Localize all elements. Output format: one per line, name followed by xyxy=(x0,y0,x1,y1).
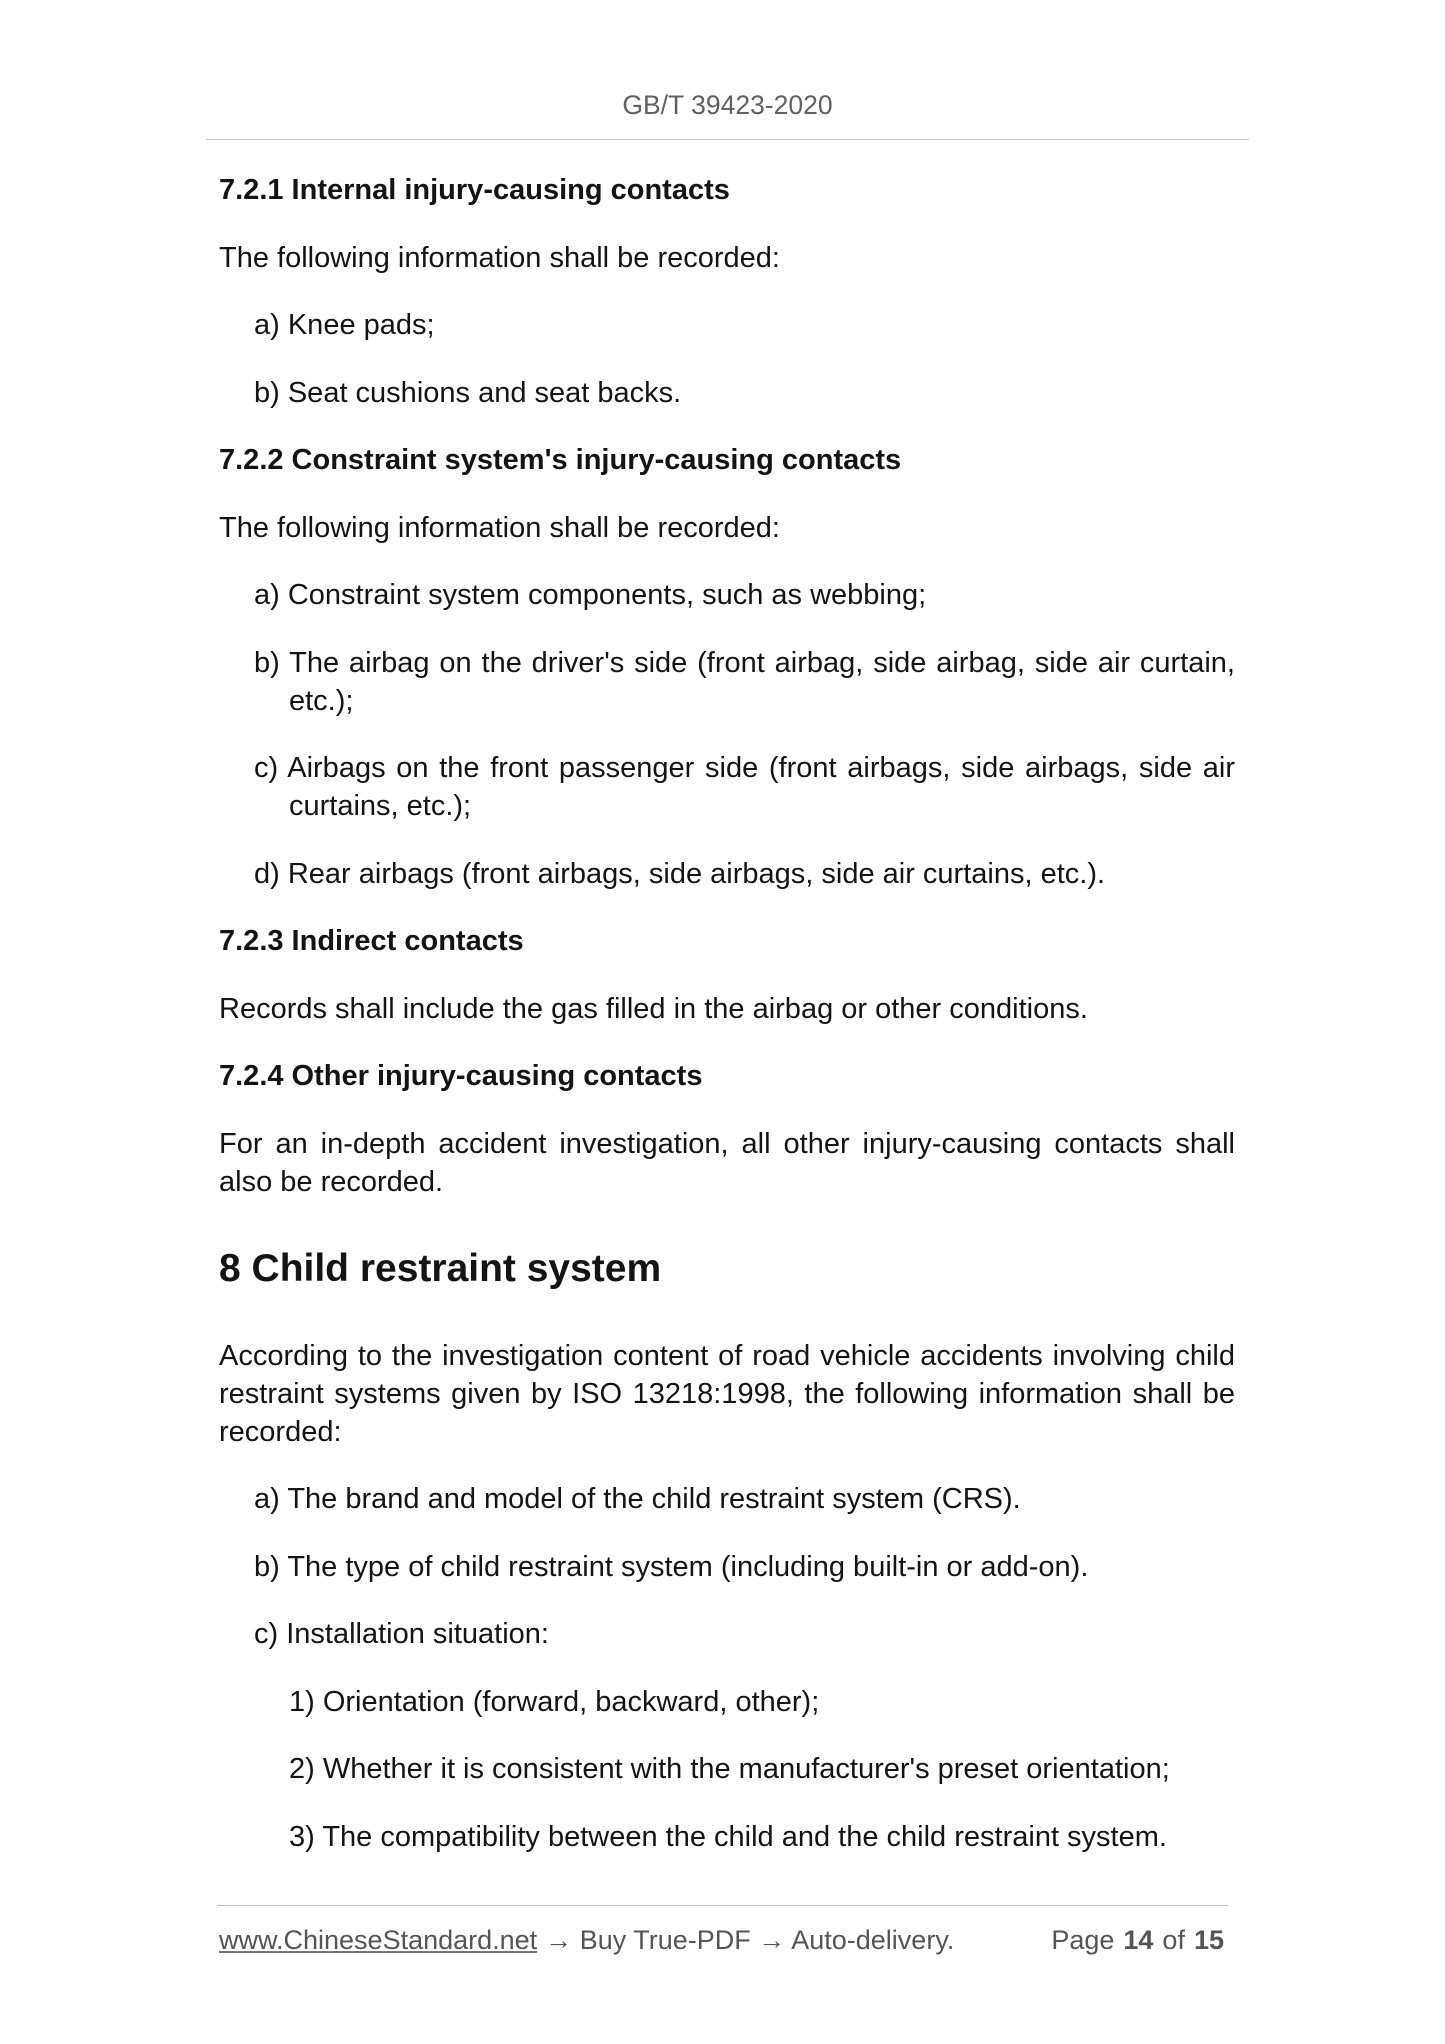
page-of-label: of xyxy=(1162,1925,1185,1955)
heading-7-2-2: 7.2.2 Constraint system's injury-causing contacts xyxy=(219,444,902,476)
heading-7-2-1: 7.2.1 Internal injury-causing contacts xyxy=(219,174,730,206)
list-item: b) The airbag on the driver's side (front airbag, side airbag, side air curtain, etc.); xyxy=(254,646,1235,717)
list-item: b) The type of child restraint system (including built-in or add-on). xyxy=(254,1550,1089,1583)
sub-list-item: 2) Whether it is consistent with the manufacturer's preset orientation; xyxy=(289,1753,1170,1785)
heading-section-8: 8 Child restraint system xyxy=(219,1246,662,1290)
list-item: a) The brand and model of the child restraint system (CRS). xyxy=(254,1483,1021,1515)
website-link[interactable]: www.ChineseStandard.net xyxy=(219,1925,538,1955)
list-item: b) Seat cushions and seat backs. xyxy=(254,376,682,409)
header-divider xyxy=(206,139,1249,140)
list-item: a) Knee pads; xyxy=(254,309,435,341)
heading-7-2-3: 7.2.3 Indirect contacts xyxy=(219,925,524,957)
list-item: c) Airbags on the front passenger side (front airbags, side airbags, side air curtains, etc.); xyxy=(254,752,1235,822)
page-label: Page xyxy=(1051,1925,1115,1955)
paragraph-7-2-3-body: Records shall include the gas filled in the airbag or other conditions. xyxy=(219,992,1088,1025)
footer-source xyxy=(219,1923,954,1957)
list-item: d) Rear airbags (front airbags, side airbags, side air curtains, etc.). xyxy=(254,857,1106,890)
sub-list-item: 3) The compatibility between the child and the child restraint system. xyxy=(289,1820,1167,1853)
paragraph-7-2-1-intro: The following information shall be recorded: xyxy=(219,241,780,274)
sub-list-item: 1) Orientation (forward, backward, other); xyxy=(289,1685,820,1718)
paragraph-7-2-4-body: For an in-depth accident investigation, all other injury-causing contacts shall also be recorded. xyxy=(219,1127,1235,1198)
list-item: a) Constraint system components, such as webbing; xyxy=(254,579,927,611)
paragraph-8-intro: According to the investigation content of road vehicle accidents involving child restraint systems given by ISO 13218:1998, the following information shall be recorded: xyxy=(219,1339,1235,1448)
heading-7-2-4: 7.2.4 Other injury-causing contacts xyxy=(219,1060,703,1092)
footer-tagline: → Buy True-PDF → Auto-delivery. xyxy=(545,1925,955,1955)
total-page-count: 15 xyxy=(1193,1925,1224,1955)
paragraph-7-2-2-intro: The following information shall be recorded: xyxy=(219,511,780,544)
list-item: c) Installation situation: xyxy=(254,1618,549,1650)
document-header-standard-number: GB/T 39423-2020 xyxy=(622,90,833,120)
page-content xyxy=(219,171,1235,1885)
page-indicator xyxy=(1051,1923,1224,1957)
footer-divider xyxy=(217,1905,1228,1906)
current-page-number: 14 xyxy=(1123,1925,1154,1955)
